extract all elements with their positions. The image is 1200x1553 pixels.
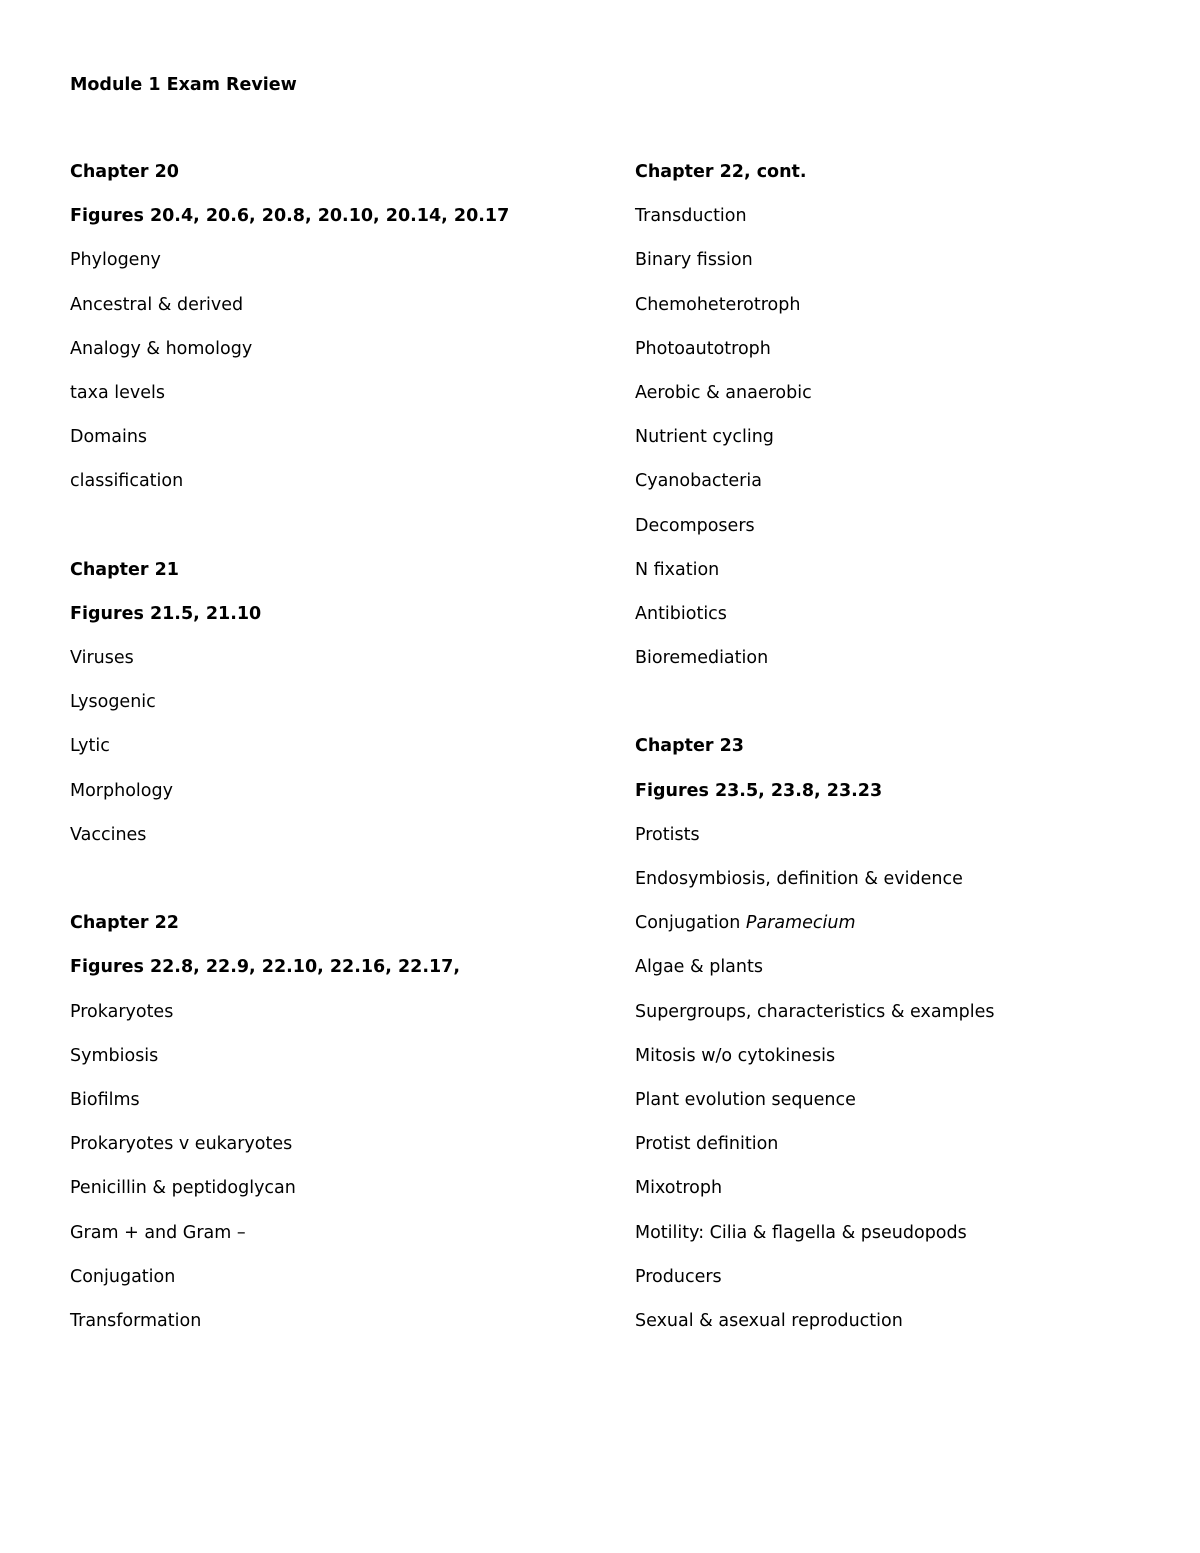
chapter-21-heading: Chapter 21	[70, 559, 179, 580]
list-item: Protists	[635, 824, 700, 845]
list-item: Lytic	[70, 736, 110, 757]
list-item: Mixotroph	[635, 1178, 723, 1199]
chapter-20-figures: Figures 20.4, 20.6, 20.8, 20.10, 20.14, 20.17	[70, 206, 510, 227]
list-item: Aerobic & anaerobic	[635, 382, 812, 403]
list-item: classification	[70, 471, 184, 492]
left-column	[70, 160, 590, 1353]
list-item: Prokaryotes	[70, 1001, 174, 1022]
list-item-conjugation	[635, 911, 1155, 955]
list-item: Supergroups, characteristics & examples	[635, 1001, 995, 1022]
list-item: Morphology	[70, 780, 173, 801]
page-title: Module 1 Exam Review	[70, 75, 297, 95]
list-item: Protist definition	[635, 1134, 779, 1155]
list-item: Symbiosis	[70, 1045, 159, 1066]
list-item: taxa levels	[70, 382, 165, 403]
chapter-22-figures: Figures 22.8, 22.9, 22.10, 22.16, 22.17,	[70, 957, 460, 978]
paramecium-term: Paramecium	[745, 913, 856, 934]
list-item: Photoautotroph	[635, 338, 771, 359]
right-column	[635, 160, 1155, 1353]
list-item: Lysogenic	[70, 692, 156, 713]
list-item: Analogy & homology	[70, 338, 253, 359]
list-item: Plant evolution sequence	[635, 1089, 856, 1110]
chapter-20-heading: Chapter 20	[70, 162, 179, 182]
list-item: Motility: Cilia & flagella & pseudopods	[635, 1222, 967, 1243]
list-item: Viruses	[70, 648, 134, 669]
list-item: Vaccines	[70, 824, 147, 845]
spacer	[635, 690, 1155, 734]
list-item: Ancestral & derived	[70, 294, 244, 315]
list-item: Nutrient cycling	[635, 427, 774, 448]
spacer	[70, 867, 590, 911]
list-item: Mitosis w/o cytokinesis	[635, 1045, 836, 1066]
list-item: Producers	[635, 1266, 722, 1287]
list-item: Algae & plants	[635, 957, 763, 978]
list-item: Transformation	[70, 1310, 202, 1331]
list-item: Bioremediation	[635, 648, 769, 669]
list-item: Gram + and Gram –	[70, 1222, 246, 1243]
chapter-22-cont-heading: Chapter 22, cont.	[635, 162, 807, 182]
list-item: Conjugation	[70, 1266, 176, 1287]
list-item: N fixation	[635, 559, 720, 580]
list-item: Cyanobacteria	[635, 471, 762, 492]
chapter-21-figures: Figures 21.5, 21.10	[70, 603, 262, 624]
list-item: Endosymbiosis, definition & evidence	[635, 869, 963, 889]
chapter-23-figures: Figures 23.5, 23.8, 23.23	[635, 780, 883, 801]
list-item: Sexual & asexual reproduction	[635, 1310, 903, 1331]
spacer	[70, 514, 590, 558]
list-item: Penicillin & peptidoglycan	[70, 1178, 296, 1199]
list-item: Binary fission	[635, 250, 753, 271]
list-item: Antibiotics	[635, 603, 727, 624]
chapter-22-heading: Chapter 22	[70, 913, 179, 934]
conjugation-label: Conjugation	[635, 913, 746, 934]
list-item: Decomposers	[635, 515, 755, 536]
list-item: Domains	[70, 427, 148, 448]
list-item: Biofilms	[70, 1089, 140, 1110]
list-item: Chemoheterotroph	[635, 294, 801, 315]
chapter-23-heading: Chapter 23	[635, 736, 744, 757]
list-item: Transduction	[635, 206, 747, 227]
list-item: Prokaryotes v eukaryotes	[70, 1134, 293, 1155]
list-item: Phylogeny	[70, 250, 161, 271]
